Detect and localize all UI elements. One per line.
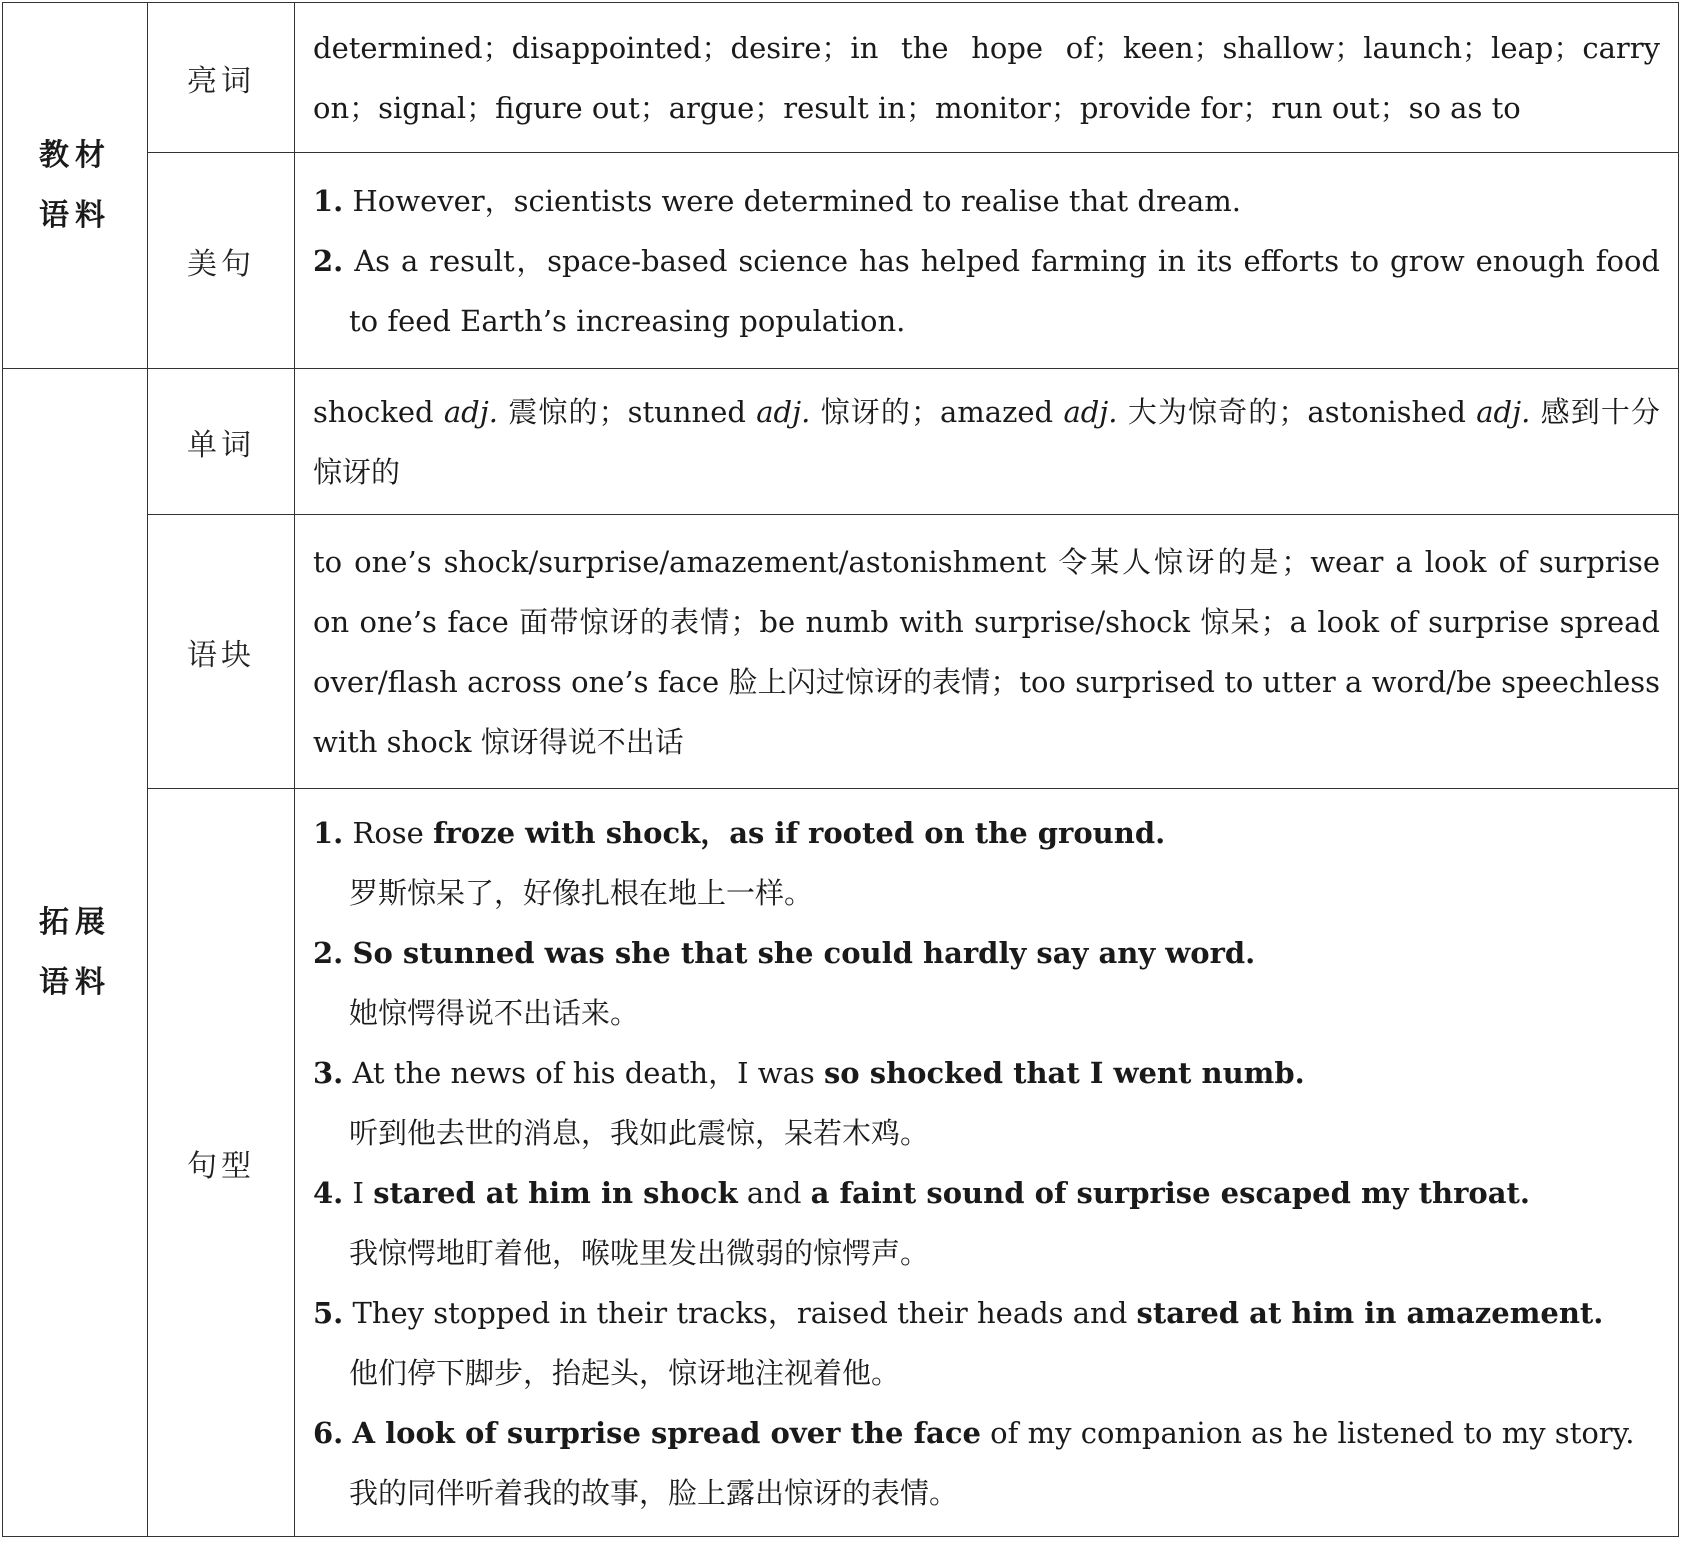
sentence-text: As a result，space-based science has helped farming in its efforts to grow enough food to feed Earth’s increasing population. — [349, 243, 1660, 338]
category-line: 教材 — [39, 137, 111, 173]
table-row — [3, 153, 1679, 369]
pattern-bold: a faint sound of surprise escaped my throat. — [810, 1175, 1530, 1210]
word-en: amazed — [940, 394, 1054, 429]
pattern-bold: So stunned was she that she could hardly say any word. — [352, 935, 1256, 970]
word-cn: 惊讶的 — [820, 394, 911, 429]
highlight-words-content: determined；disappointed；desire；in the hope of；keen；shallow；launch；leap；carry on；signal；figure out；argue；result in；monitor；provide for；run out；so as to — [295, 3, 1679, 153]
pattern-number: 3. — [313, 1055, 344, 1090]
pattern-en — [313, 1163, 1660, 1223]
pattern-en — [313, 1283, 1660, 1343]
pattern-item — [313, 1403, 1660, 1523]
table-row — [3, 3, 1679, 153]
row-label-words: 单词 — [148, 369, 295, 515]
pattern-bold: froze with shock，as if rooted on the ground. — [433, 815, 1166, 850]
pattern-translation: 他们停下脚步，抬起头，惊讶地注视着他。 — [349, 1355, 901, 1390]
sentence-number: 1. — [313, 183, 344, 218]
pattern-number: 1. — [313, 815, 344, 850]
pattern-plain: At the news of his death，I was — [352, 1055, 824, 1090]
sentence-item — [313, 171, 1660, 231]
word-cn: 震惊的 — [508, 394, 599, 429]
word-sep: ； — [598, 394, 628, 429]
pattern-en — [313, 803, 1660, 863]
table-row — [3, 789, 1679, 1537]
pattern-translation: 听到他去世的消息，我如此震惊，呆若木鸡。 — [349, 1115, 930, 1150]
pattern-item — [313, 1043, 1660, 1163]
pattern-bold: stared at him in shock — [373, 1175, 738, 1210]
pattern-item — [313, 923, 1660, 1043]
pattern-item — [313, 803, 1660, 923]
word-entry — [628, 395, 940, 429]
pattern-translation: 我的同伴听着我的故事，脸上露出惊讶的表情。 — [349, 1475, 959, 1510]
word-pos: adj. — [756, 394, 811, 429]
category-line: 拓展 — [39, 904, 111, 940]
word-pos: adj. — [1476, 394, 1531, 429]
pattern-en — [313, 1403, 1660, 1463]
word-cn: 大为惊奇的 — [1127, 394, 1279, 429]
word-cn: 感到十分惊讶的 — [313, 394, 1660, 489]
word-pos: adj. — [1063, 394, 1118, 429]
pattern-plain: and — [737, 1175, 811, 1210]
category-line: 语料 — [39, 964, 111, 1000]
nice-sentences-content — [295, 153, 1679, 369]
pattern-translation: 她惊愕得说不出话来。 — [349, 995, 640, 1030]
row-label-chunks: 语块 — [148, 515, 295, 789]
pattern-number: 4. — [313, 1175, 344, 1210]
pattern-en — [313, 1043, 1660, 1103]
table-row — [3, 369, 1679, 515]
vocabulary-table — [2, 2, 1679, 1537]
pattern-en — [313, 923, 1660, 983]
word-sep: ； — [911, 394, 941, 429]
word-sep: ； — [1278, 394, 1308, 429]
pattern-plain: They stopped in their tracks，raised their heads and — [352, 1295, 1137, 1330]
category-textbook-corpus — [3, 3, 148, 369]
pattern-item — [313, 1283, 1660, 1403]
pattern-translation: 我惊愕地盯着他，喉咙里发出微弱的惊愕声。 — [349, 1235, 930, 1270]
word-en: stunned — [627, 394, 746, 429]
pattern-number: 5. — [313, 1295, 344, 1330]
sentence-patterns-content — [295, 789, 1679, 1537]
category-line: 语料 — [39, 197, 111, 233]
pattern-bold: so shocked that I went numb. — [823, 1055, 1305, 1090]
pattern-bold: A look of surprise spread over the face — [352, 1415, 981, 1450]
row-label-nice-sentences: 美句 — [148, 153, 295, 369]
category-extended-corpus — [3, 369, 148, 1537]
pattern-plain: Rose — [352, 815, 434, 850]
words-content — [295, 369, 1679, 515]
pattern-bold: stared at him in amazement. — [1136, 1295, 1604, 1330]
pattern-plain: I — [352, 1175, 374, 1210]
word-entry — [313, 395, 628, 429]
chunks-content: to one’s shock/surprise/amazement/astonishment 令某人惊讶的是；wear a look of surprise on one’s face 面带惊讶的表情；be numb with surprise/shock 惊呆；a look of surprise spread over/flash across one’s face 脸上闪过惊讶的表情；too surprised to utter a word/be speechless with shock 惊讶得说不出话 — [295, 515, 1679, 789]
pattern-plain: of my companion as he listened to my story. — [980, 1415, 1635, 1450]
pattern-translation: 罗斯惊呆了，好像扎根在地上一样。 — [349, 875, 814, 910]
pattern-number: 2. — [313, 935, 344, 970]
word-en: astonished — [1307, 394, 1466, 429]
word-pos: adj. — [443, 394, 498, 429]
word-entry — [940, 395, 1307, 429]
sentence-text: However，scientists were determined to realise that dream. — [352, 183, 1242, 218]
word-en: shocked — [313, 394, 434, 429]
row-label-highlight-words: 亮词 — [148, 3, 295, 153]
table-row — [3, 515, 1679, 789]
pattern-number: 6. — [313, 1415, 344, 1450]
row-label-sentence-patterns: 句型 — [148, 789, 295, 1537]
sentence-number: 2. — [313, 243, 344, 278]
sentence-item — [313, 231, 1660, 351]
pattern-item — [313, 1163, 1660, 1283]
